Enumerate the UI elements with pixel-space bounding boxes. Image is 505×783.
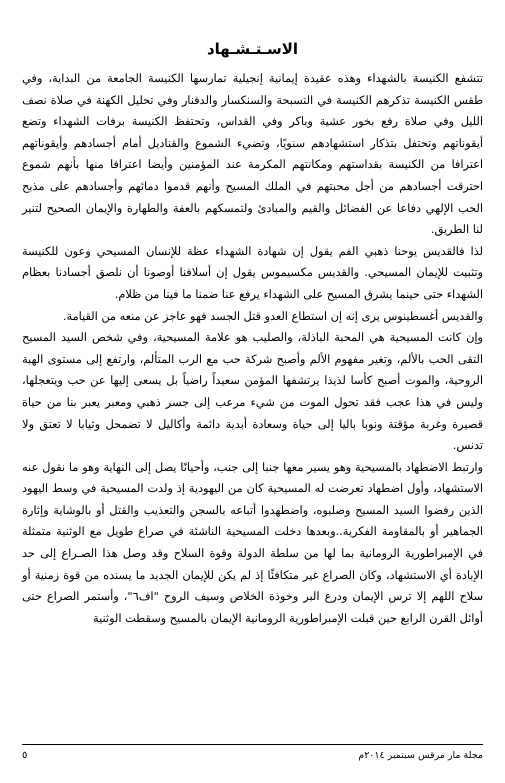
journal-name: مجلة مار مرقس سبتمبر ٢٠١٤م: [358, 750, 483, 761]
paragraph-3: والقديس أغسطينوس يرى إنه إن استطاع العدو قتل الجسد فهو عاجز عن منعه من القيامة.: [62, 309, 483, 323]
paragraph-2: لذا فالقديس يوحنا ذهبي الفم يقول إن شهادة الشهداء عظة للإنسان المسيحي وعون للكنيسة وتثبيت للإيمان المسيحي. والقديس مكسيموس يقول إن أسلافنا أوصونا أن نلصق أجسادنا بعظام الشهداء حتى حينما يشرق المسيح على الشهداء يرفع عنا ضمنا ما فينا من ظلام.: [22, 244, 483, 301]
article-body: [22, 68, 483, 629]
page-title: الاسـتـشـهاد: [206, 40, 299, 58]
page-number: ٥: [22, 750, 28, 761]
footer-divider: [22, 744, 483, 745]
paragraph-5: وارتبط الاضطهاد بالمسيحية وهو يسير معها جنبا إلى جنب، وأحيانًا يصل إلى النهاية وهو ما نقول عنه الاستشهاد، وأول اضطهاد تعرضت له المسيحية كان من اليهودية إذ ولدت المسيحية في وسط اليهود الذين رفضوا السيد المسيح وصلبوه، واضطهدوا أتباعه بالسجن والتعذيب والقتل أو بالوشاية وإثارة الجماهير أو بالمقاومة الفكرية..وبعدها دخلت المسيحية الناشئة في صراع طويل مع الوثنية متمثلة في الإمبراطورية الرومانية بما لها من سلطة الدولة وقوة السلاح وقد وصل هذا الصـراع إلى حد الإبادة أي الاستشهاد، وكان الصراع غير متكافئًا إذ لم يكن للإيمان الجديد ما يسنده من قوة زمنية أو سلاح اللهم إلا ترس الإيمان ودرع البر وخوذة الخلاص وسيف الروح "اف٦"، وأستمر الصراع حتى أوائل القرن الرابع حين قبلت الإمبراطورية الرومانية الإيمان بالمسيح وسقطت الوثنية: [22, 460, 483, 625]
paragraph-4: وإن كانت المسيحية هي المحبة الباذلة، والصليب هو علامة المسيحية، وفي شخص السيد المسيح التقى الحب بالألم، وتغير مفهوم الألم وأصبح شركة حب مع الرب المتألم، وارتفع إلى مستوى الهبة الروحية، والموت أصبح كأسا لذيذا يرتشفها المؤمن سعيداً راضياً بل يسعى إليها عن حب ويتعجلها، وليس في هذا عجب فقد تحول الموت من شيء مرعب إلى جسر ذهبي ومعبر يعبر بنا من حياة قصيرة وغربة مؤقتة ونوبا باليا إلى حياة وسعادة أبدية دائمة وأكاليل لا تضمحل وثيابا لا تعتق ولا تدنس.: [22, 331, 483, 453]
paragraph-1: تتشفع الكنيسة بالشهداء وهذه عقيدة إيمانية إنجيلية تمارسها الكنيسة الجامعة من البداية، وفي طقس الكنيسة تذكرهم الكنيسة في التسبحة والسنكسار والدفنار وفي تحليل الكهنة في صلاة نصف الليل وفي صلاة رفع بخور عشية وباكر وفي القداس، وتحتفظ الكنيسة برفات الشهداء وتضع أيقوناتهم وتحتفل بتذكار استشهادهم سنويًا، وتضيء الشموع والقناديل أمام أجسادهم وأيقوناتهم اعترافا من الكنيسة بقداستهم ومكانتهم المكرمة عند المؤمنين وأيضا اعترافا منها بأنهم شموع احترقت أجسادهم من أجل محبتهم في الملك المسيح وأنهم قدموا دمائهم وأجسادهم على مذبح الحب الإلهي دفاعا عن الفضائل والقيم والمبادئ ولتمسكهم بالعفة والطهارة والإيمان الصحيح لتنير لنا الطريق.: [22, 72, 483, 237]
page-footer: [22, 750, 483, 761]
